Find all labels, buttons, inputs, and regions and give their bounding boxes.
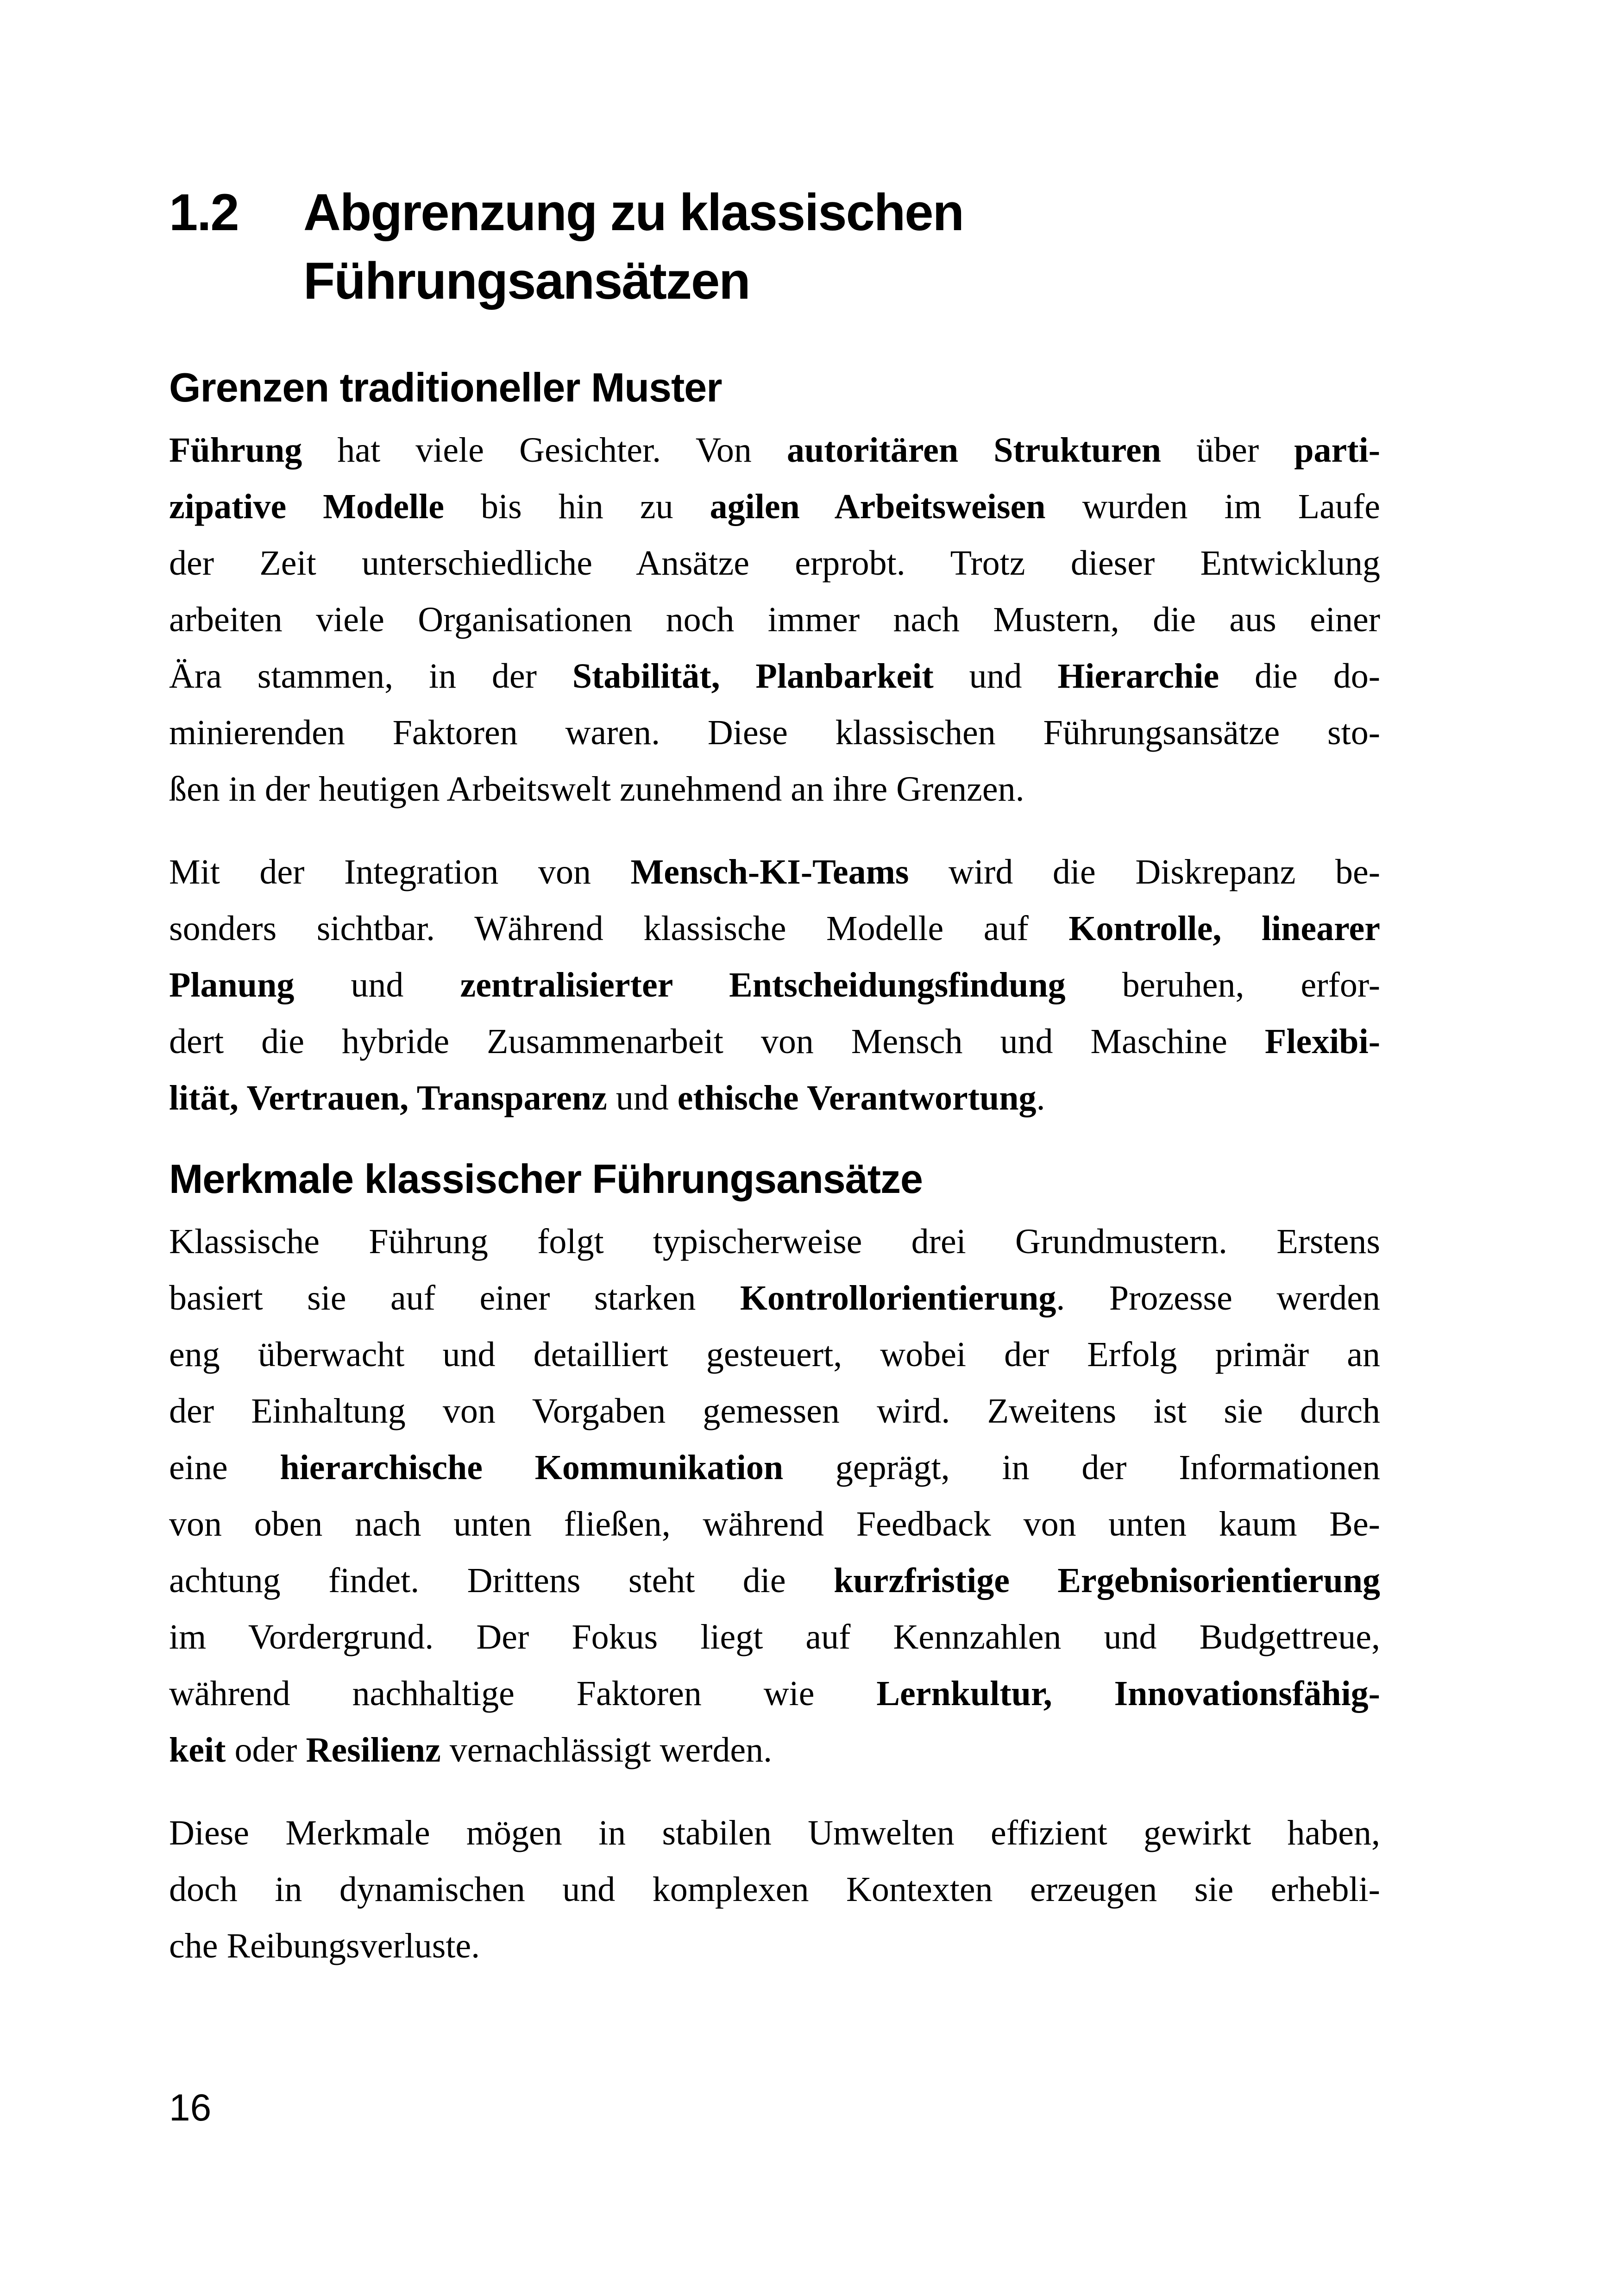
text-line: Mit der Integration von Mensch-KI-Teams wird die Diskrepanz be- <box>169 853 1381 891</box>
text-line: der Einhaltung von Vorgaben gemessen wird. Zweitens ist sie durch <box>169 1392 1380 1430</box>
subheading-merkmale-klassischer-fuehrungsansaetze: Merkmale klassischer Führungsansätze <box>169 1156 923 1202</box>
section-title <box>303 178 963 315</box>
text-line: im Vordergrund. Der Fokus liegt auf Kennzahlen und Budgettreue, <box>169 1618 1380 1656</box>
text-line: Klassische Führung folgt typischerweise drei Grundmustern. Erstens <box>169 1222 1380 1261</box>
text-line: der Zeit unterschiedliche Ansätze erprobt. Trotz dieser Entwicklung <box>169 544 1380 583</box>
text-line: während nachhaltige Faktoren wie Lernkultur, Innovationsfähig- <box>169 1674 1380 1713</box>
paragraph <box>169 1805 1380 1974</box>
section-heading <box>169 178 1380 315</box>
section-body-grenzen <box>169 422 1380 1126</box>
text-line: keit oder Resilienz vernachlässigt werden. <box>169 1731 773 1769</box>
page-number: 16 <box>169 2087 212 2129</box>
text-line: minierenden Faktoren waren. Diese klassischen Führungsansätze sto- <box>169 713 1380 752</box>
section-body-merkmale <box>169 1213 1380 1974</box>
text-line: zipative Modelle bis hin zu agilen Arbeitsweisen wurden im Laufe <box>169 487 1380 526</box>
text-line: dert die hybride Zusammenarbeit von Mensch und Maschine Flexibi- <box>169 1022 1380 1061</box>
text-line: che Reibungsverluste. <box>169 1926 480 1965</box>
paragraph <box>169 1213 1380 1778</box>
text-line: eine hierarchische Kommunikation geprägt, in der Informationen <box>169 1448 1380 1487</box>
text-line: doch in dynamischen und komplexen Kontexten erzeugen sie erhebli- <box>169 1870 1380 1909</box>
text-line: Ära stammen, in der Stabilität, Planbarkeit und Hierarchie die do- <box>169 657 1381 696</box>
paragraph <box>169 422 1380 817</box>
text-line: sonders sichtbar. Während klassische Modelle auf Kontrolle, linearer <box>169 909 1380 948</box>
text-line: Planung und zentralisierter Entscheidungsfindung beruhen, erfor- <box>169 966 1380 1004</box>
text-line: achtung findet. Drittens steht die kurzfristige Ergebnisorientierung <box>169 1561 1380 1600</box>
section-title-line-2: Führungsansätzen <box>303 252 750 310</box>
text-line: basiert sie auf einer starken Kontrollorientierung. Prozesse werden <box>169 1279 1380 1317</box>
text-line: von oben nach unten fließen, während Feedback von unten kaum Be- <box>169 1505 1380 1543</box>
text-line: ßen in der heutigen Arbeitswelt zunehmend an ihre Grenzen. <box>169 770 1024 809</box>
subheading-grenzen-traditioneller-muster: Grenzen traditioneller Muster <box>169 364 722 410</box>
section-number: 1.2 <box>169 183 239 241</box>
text-line: eng überwacht und detailliert gesteuert, wobei der Erfolg primär an <box>169 1335 1380 1374</box>
text-line: Diese Merkmale mögen in stabilen Umwelten effizient gewirkt haben, <box>169 1813 1380 1852</box>
section-title-line-1: Abgrenzung zu klassischen <box>303 183 963 241</box>
text-line: lität, Vertrauen, Transparenz und ethische Verantwortung. <box>169 1079 1045 1117</box>
paragraph <box>169 844 1380 1126</box>
text-line: Führung hat viele Gesichter. Von autoritären Strukturen über parti- <box>169 431 1381 470</box>
text-line: arbeiten viele Organisationen noch immer nach Mustern, die aus einer <box>169 600 1380 639</box>
